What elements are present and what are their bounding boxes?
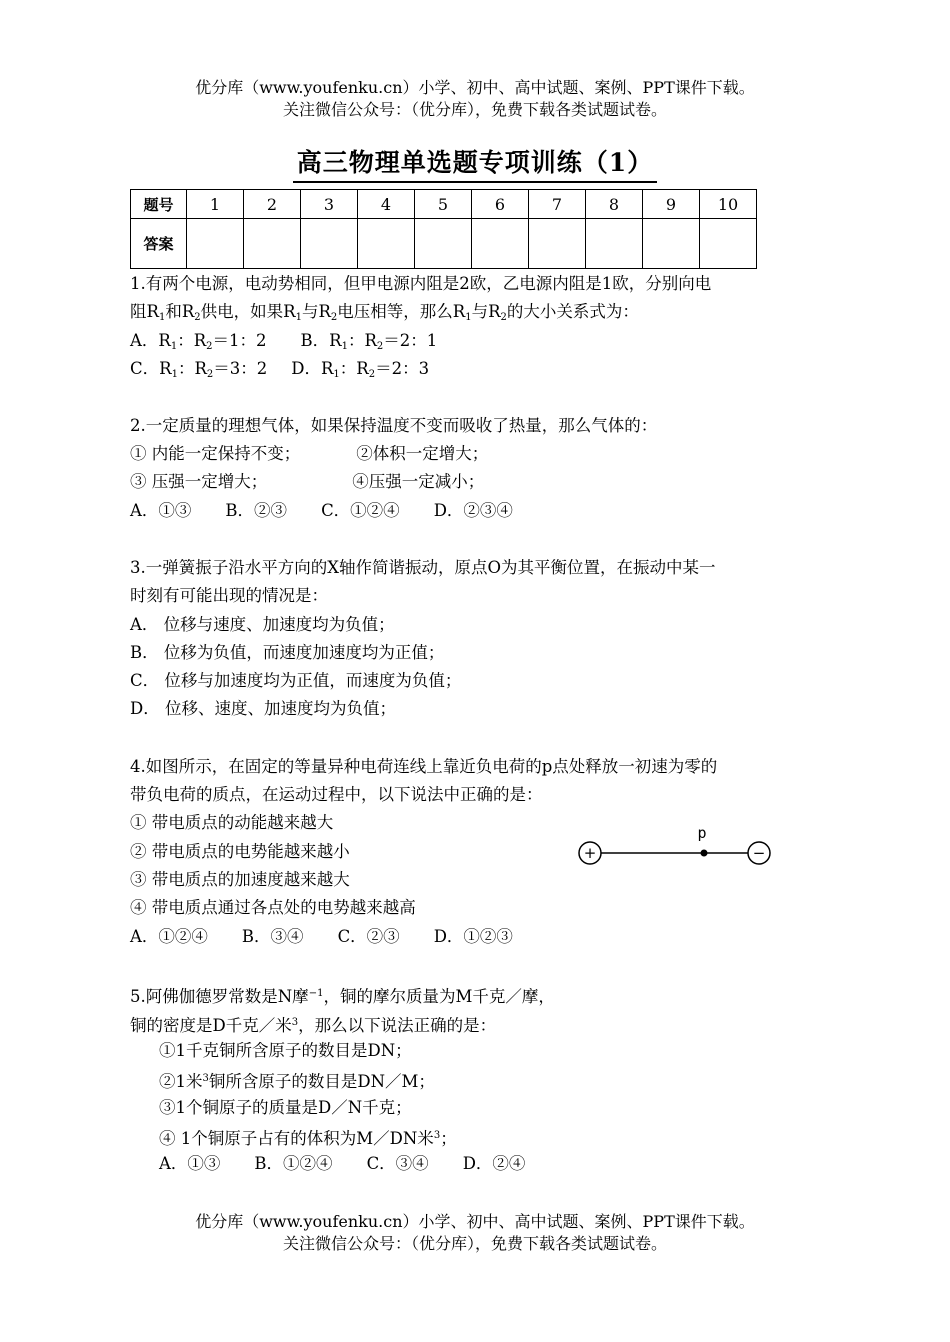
table-cell-number: 3 [301, 190, 358, 219]
q3-stem-line-1: 3.一弹簧振子沿水平方向的X轴作简谐振动，原点O为其平衡位置，在振动中某一 [130, 558, 716, 577]
q5-stem-line-1: 5.阿佛伽德罗常数是N摩$^{-1}$，铜的摩尔质量为M千克／摩， [130, 987, 555, 1006]
q4-item-2: ② 带电质点的电势能越来越小 [130, 842, 350, 861]
q2-item-3: ③ 压强一定增大； [130, 472, 268, 491]
q4-option-d: D．①②③ [433, 927, 513, 946]
answer-cell[interactable] [529, 219, 586, 269]
answer-cell[interactable] [472, 219, 529, 269]
q2-option-b: B．②③ [225, 501, 288, 520]
q1-option-b: B．$R_1$：$R_2=2$：1 [300, 331, 438, 352]
header-line-2: 关注微信公众号：（优分库），免费下载各类试题试卷。 [282, 100, 667, 119]
table-cell-number: 2 [244, 190, 301, 219]
table-cell-number: 7 [529, 190, 586, 219]
q4-item-1: ① 带电质点的动能越来越大 [130, 813, 334, 832]
q5-item-1: ①1千克铜所含原子的数目是DN； [159, 1041, 412, 1060]
answer-table-number-row [131, 190, 757, 219]
q2-item-4: ④压强一定减小； [352, 472, 485, 491]
table-cell-number: 5 [415, 190, 472, 219]
q2-items-line-1 [130, 442, 488, 466]
q4-item-3: ③ 带电质点的加速度越来越大 [130, 870, 350, 889]
answer-cell[interactable] [301, 219, 358, 269]
q4-option-c: C．②③ [337, 927, 400, 946]
q5-item-3: ③1个铜原子的质量是D／N千克； [159, 1098, 412, 1117]
q2-items-line-2 [130, 470, 484, 494]
q2-option-d: D．②③④ [433, 501, 513, 520]
answer-table [130, 189, 757, 269]
table-cell-number: 4 [358, 190, 415, 219]
q2-stem: 2.一定质量的理想气体，如果保持温度不变而吸收了热量，那么气体的： [130, 416, 658, 435]
q4-stem-line-2: 带负电荷的质点，在运动过程中，以下说法中正确的是： [130, 785, 543, 804]
q1-option-d: D．$R_1$：$R_2=2$：3 [291, 359, 430, 380]
answer-cell[interactable] [358, 219, 415, 269]
row-label-answer: 答案 [131, 219, 187, 269]
point-p [701, 850, 708, 857]
q1-stem-line-1: 1.有两个电源，电动势相同，但甲电源内阻是2欧，乙电源内阻是1欧，分别向电 [130, 274, 712, 293]
q3-option-a: A． 位移与速度、加速度均为负值； [130, 615, 395, 634]
q5-stem-line-2: 铜的密度是D千克／米$^3$，那么以下说法正确的是： [130, 1016, 497, 1035]
table-cell-number: 9 [643, 190, 700, 219]
q4-options [130, 925, 513, 949]
page-title: 高三物理单选题专项训练（1） [0, 143, 950, 183]
q5-option-d: D．②④ [462, 1154, 526, 1173]
answer-cell[interactable] [244, 219, 301, 269]
q4-stem-line-1: 4.如图所示，在固定的等量异种电荷连线上靠近负电荷的p点处释放一初速为零的 [130, 757, 718, 776]
q3-option-c: C． 位移与加速度均为正值，而速度为负值； [130, 671, 462, 690]
answer-table-answer-row [131, 219, 757, 269]
q5-options [159, 1152, 525, 1176]
table-cell-number: 6 [472, 190, 529, 219]
answer-cell[interactable] [415, 219, 472, 269]
q1-options-line-1 [130, 329, 437, 359]
q5-item-4: ④ 1个铜原子占有的体积为M／DN米$^3$； [159, 1129, 457, 1148]
row-label-number: 题号 [131, 190, 187, 219]
q1-options-line-2 [130, 357, 429, 387]
table-cell-number: 8 [586, 190, 643, 219]
charge-diagram [572, 822, 782, 872]
q2-options [130, 499, 513, 523]
q1-option-c: C．$R_1$：$R_2=3$：2 [130, 359, 268, 380]
q4-item-4: ④ 带电质点通过各点处的电势越来越高 [130, 898, 416, 917]
q3-stem-line-2: 时刻有可能出现的情况是： [130, 586, 328, 605]
positive-charge-sign: + [583, 844, 597, 862]
q2-item-1: ① 内能一定保持不变； [130, 444, 301, 463]
point-p-label: p [697, 824, 707, 842]
q2-item-2: ②体积一定增大； [356, 444, 489, 463]
q5-option-c: C．③④ [366, 1154, 429, 1173]
q5-option-a: A．①③ [159, 1154, 221, 1173]
q2-option-a: A．①③ [130, 501, 192, 520]
q2-option-c: C．①②④ [321, 501, 400, 520]
answer-cell[interactable] [586, 219, 643, 269]
q3-option-d: D． 位移、速度、加速度均为负值； [130, 699, 396, 718]
header-line-1: 优分库（www.youfenku.cn）小学、初中、高中试题、案例、PPT课件下载。 [195, 78, 755, 97]
q1-stem-line-2: 阻$R_1$和$R_2$供电，如果$R_1$与$R_2$电压相等，那么$R_1$与$R_2$的大小关系式为： [130, 302, 639, 323]
q1-option-a: A．$R_1$：$R_2=1$：2 [130, 331, 267, 352]
q4-option-b: B．③④ [241, 927, 304, 946]
q3-option-b: B． 位移为负值，而速度加速度均为正值； [130, 643, 445, 662]
negative-charge-sign: − [752, 844, 766, 862]
q5-item-2: ②1米$^3$铜所含原子的数目是DN／M； [159, 1072, 435, 1091]
footer-line-1: 优分库（www.youfenku.cn）小学、初中、高中试题、案例、PPT课件下载。 [195, 1212, 755, 1231]
answer-cell[interactable] [700, 219, 757, 269]
table-cell-number: 10 [700, 190, 757, 219]
q4-option-a: A．①②④ [130, 927, 208, 946]
q5-option-b: B．①②④ [254, 1154, 333, 1173]
footer-line-2: 关注微信公众号：（优分库），免费下载各类试题试卷。 [282, 1234, 667, 1253]
table-cell-number: 1 [187, 190, 244, 219]
answer-cell[interactable] [643, 219, 700, 269]
answer-cell[interactable] [187, 219, 244, 269]
